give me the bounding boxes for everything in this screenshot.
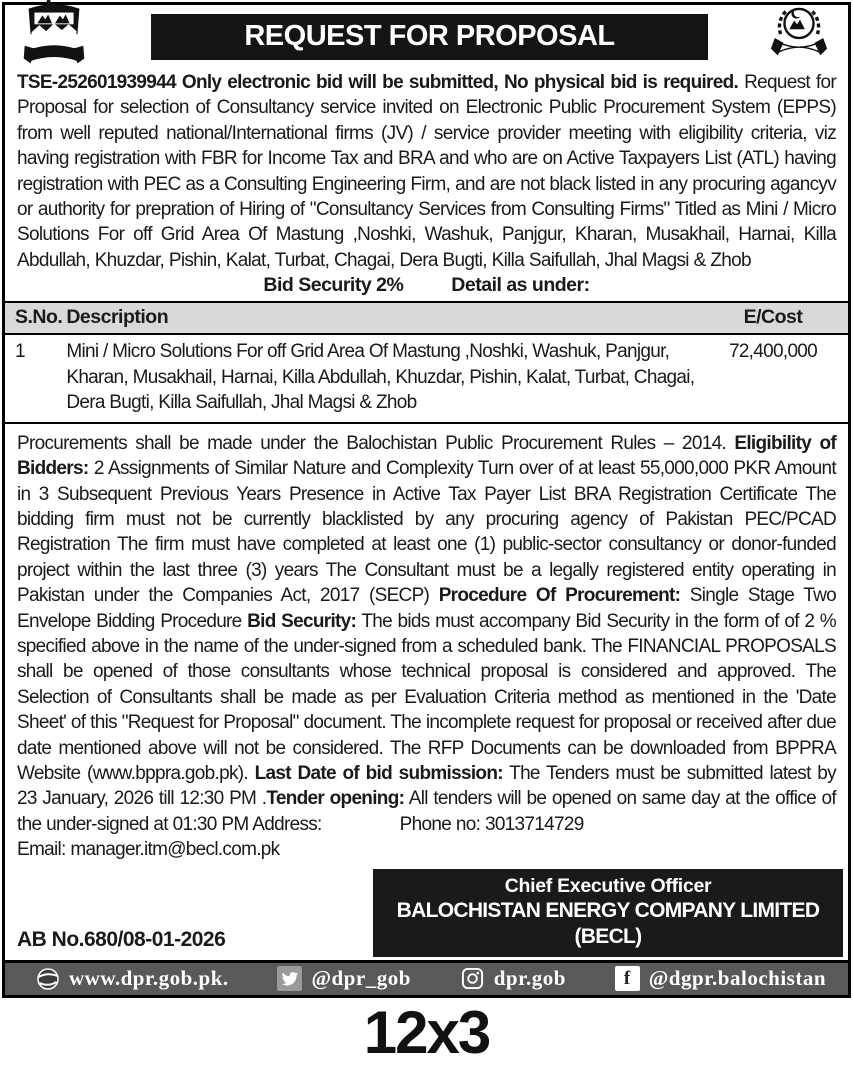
bid-security-line: [5, 273, 848, 301]
facebook-handle: @dgpr.balochistan: [648, 966, 826, 991]
email-address: Email: manager.itm@becl.com.pk: [17, 839, 280, 861]
social-footer-bar: [5, 960, 848, 995]
terms-paragraph: [5, 424, 848, 863]
row-description: Mini / Micro Solutions For off Grid Area Of Mastung ,Noshki, Washuk, Panjgur, Kharan, Musakhail, Harnai, Killa Abdullah, Khuzdar, Pishin, Kalat, Turbat, Chagai, Dera Bugti, Killa Saifullah, Jhal Magsi & Zhob: [62, 334, 716, 423]
column-description: Description: [62, 302, 716, 334]
instagram-item: [460, 966, 566, 991]
bid-security-label: Bid Security 2%: [263, 274, 404, 297]
facebook-item: [615, 966, 826, 991]
globe-icon: [35, 966, 60, 991]
signatory-organization: BALOCHISTAN ENERGY COMPANY LIMITED (BECL): [396, 899, 820, 949]
instagram-handle: dpr.gob: [493, 966, 566, 991]
instagram-icon: [460, 966, 485, 991]
table-header-row: [5, 302, 848, 334]
twitter-item: [277, 966, 410, 991]
detail-as-under-label: Detail as under:: [451, 274, 590, 297]
twitter-handle: @dpr_gob: [311, 966, 411, 991]
website-url: www.dpr.gob.pk.: [69, 966, 229, 991]
dpr-balochistan-emblem-icon: [760, 0, 838, 77]
row-sno: 1: [5, 334, 62, 423]
phone-number: Phone no: 3013714729: [399, 813, 584, 835]
intro-paragraph: TSE-252601939944 Only electronic bid will be submitted, No physical bid is required. Request for Proposal for selection of Consultancy service invited on Electronic Public Procurement System (EPPS) from well reputed national/International firms (JV) / service provider meeting with eligibility criteria, viz having registration with FBR for Income Tax and BRA and who are on Active Taxpayers List (ATL) having registration with PEC as a Consulting Engineering Firm, and are not black listed in any procuring agancyv or authority for prepration of Hiring of "Consultancy Services from Consulting Firms" Titled as Mini / Micro Solutions For off Grid Area Of Mastung ,Noshki, Washuk, Panjgur, Kharan, Musakhail, Harnai, Killa Abdullah, Khuzdar, Pishin, Kalat, Turbat, Chagai, Dera Bugti, Killa Saifullah, Jhal Magsi & Zhob: [17, 72, 836, 271]
tender-notice: [2, 2, 851, 998]
table-row: [5, 334, 848, 423]
column-ecost: E/Cost: [716, 302, 848, 334]
column-sno: S.No.: [5, 302, 62, 334]
twitter-bird-icon: [277, 966, 302, 991]
ad-size-marker: 12x3: [363, 998, 490, 1066]
row-ecost: 72,400,000: [716, 334, 848, 423]
header: [5, 5, 848, 67]
facebook-icon: f: [615, 966, 640, 991]
page-title: REQUEST FOR PROPOSAL: [151, 14, 708, 60]
signatory-title: Chief Executive Officer: [504, 874, 712, 897]
terms-text: Procurements shall be made under the Balochistan Public Procurement Rules – 2014. Eligibility of Bidders: 2 Assignments of Similar Nature and Complexity Turn over of at least 55,000,000 PKR Amount in 3 Subsequent Previous Years Presence in Active Tax Payer List BRA Registration Certificate The bidding firm must not be currently blacklisted by any procuring agency of Pakistan PEC/PCAD Registration The firm must have completed at least one (1) public-sector consultancy or donor-funded project within the last three (3) years The Consultant must be a legally registered entity operating in Pakistan under the Companies Act, 2017 (SECP) Procedure Of Procurement: Single Stage Two Envelope Bidding Procedure Bid Security: The bids must accompany Bid Security in the form of of 2 % specified above in the name of the under-signed from a scheduled bank. The FINANCIAL PROPOSALS shall be opened of those consultants whose technical proposal is considered and approved. The Selection of Consultants shall be made as per Evaluation Criteria method as mentioned in the 'Date Sheet' of this "Request for Proposal" document. The incomplete request for proposal or received after due date mentioned above will not be considered. The RFP Documents can be downloaded from BPPRA Website (www.bppra.gob.pk). Last Date of bid submission: The Tenders must be submitted latest by 23 January, 2026 till 12:30 PM .Tender opening: All tenders will be opened on same day at the office of the under-signed at 01:30 PM Address:: [17, 432, 836, 835]
ab-number: AB No.680/08-01-2026: [17, 927, 226, 951]
items-table: [5, 301, 848, 424]
website-item: [35, 966, 229, 991]
balochistan-government-emblem-icon: [15, 0, 93, 80]
signatory-box: [373, 869, 843, 957]
signature-row: [5, 863, 848, 957]
